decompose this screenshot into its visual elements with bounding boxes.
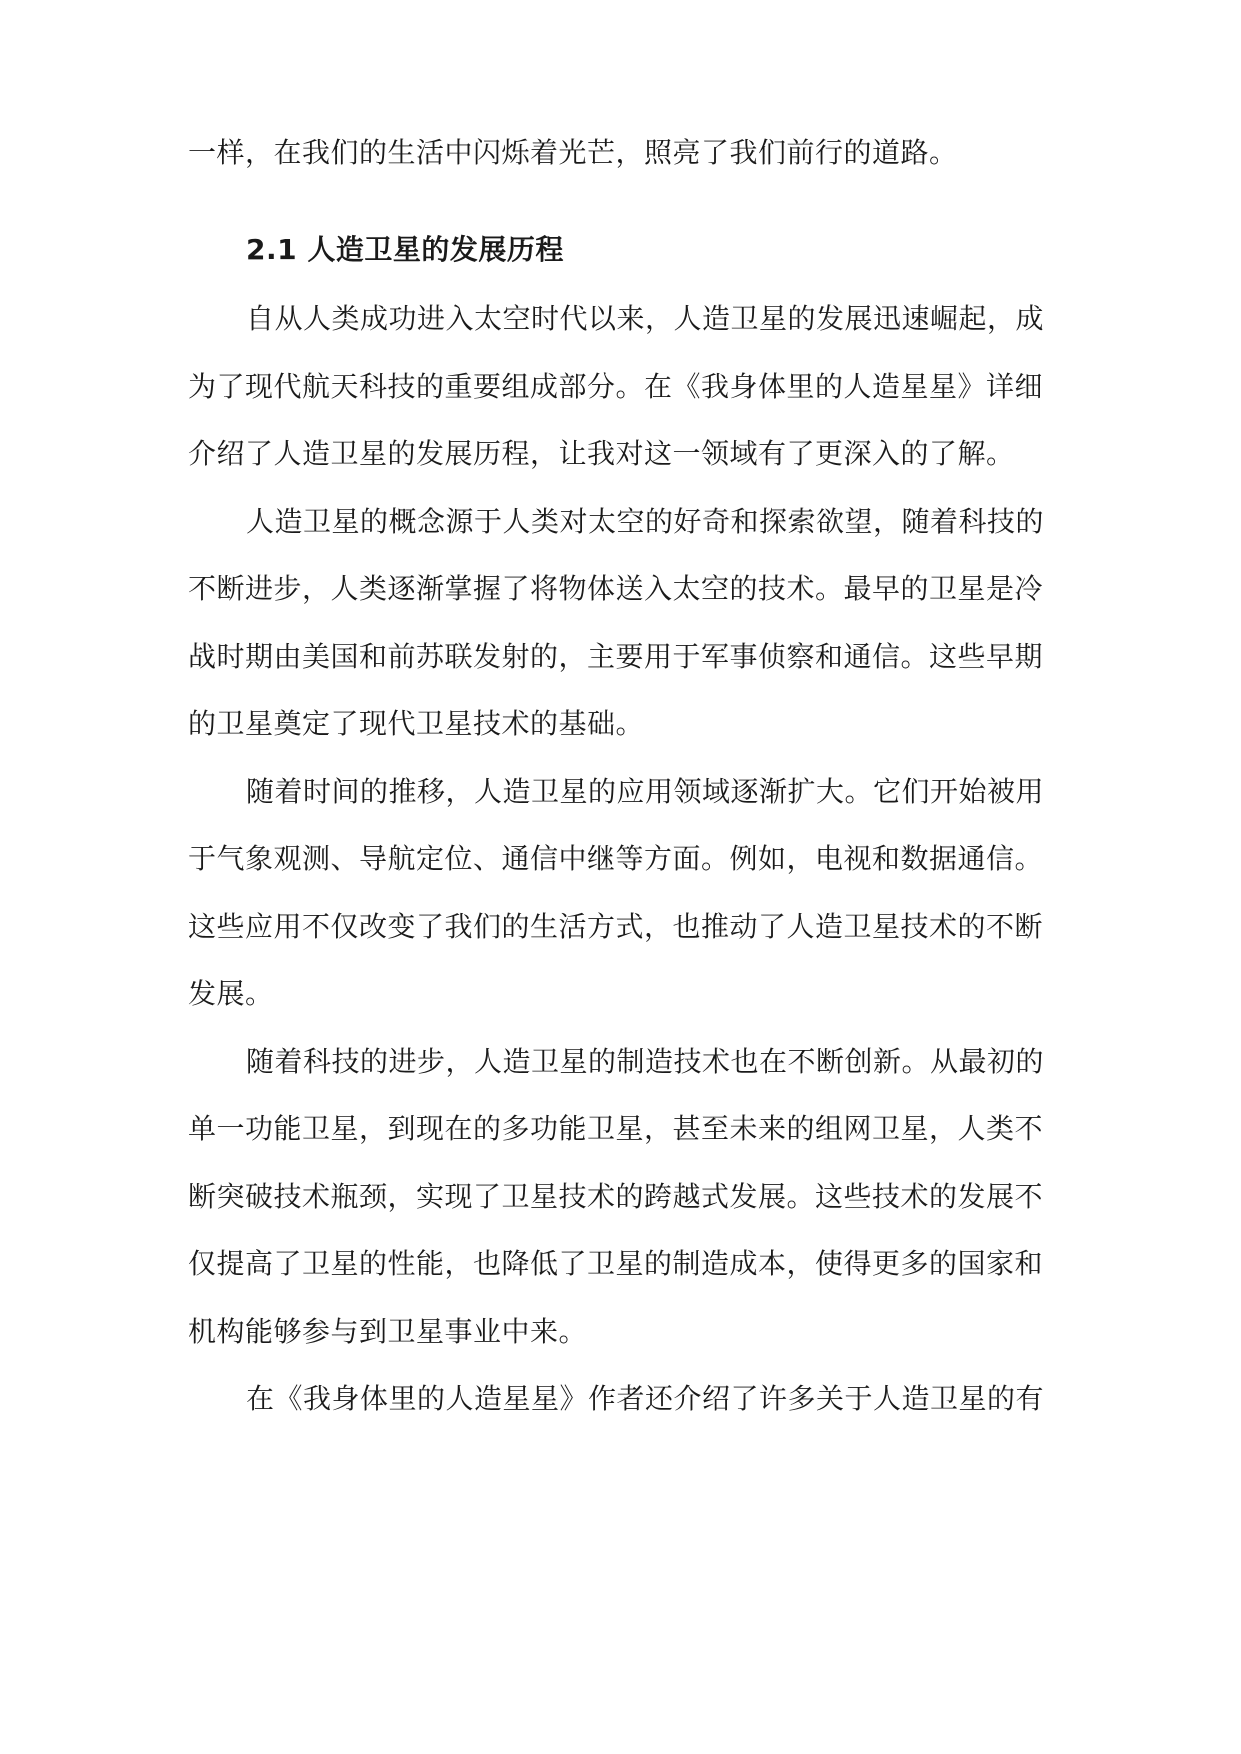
paragraph-line: 在《我身体里的人造星星》作者还介绍了许多关于人造卫星的有 — [246, 1382, 1045, 1415]
paragraph-line: 机构能够参与到卫星事业中来。 — [188, 1315, 588, 1348]
paragraph-line: 为了现代航天科技的重要组成部分。在《我身体里的人造星星》详细 — [188, 370, 1044, 403]
paragraph-line: 自从人类成功进入太空时代以来，人造卫星的发展迅速崛起，成 — [246, 302, 1045, 335]
paragraph-line: 随着科技的进步，人造卫星的制造技术也在不断创新。从最初的 — [246, 1045, 1045, 1078]
paragraph-line: 随着时间的推移，人造卫星的应用领域逐渐扩大。它们开始被用 — [246, 775, 1045, 808]
section-heading: 2.1 人造卫星的发展历程 — [246, 233, 564, 266]
paragraph-line: 仅提高了卫星的性能，也降低了卫星的制造成本，使得更多的国家和 — [188, 1247, 1044, 1280]
paragraph-line: 介绍了人造卫星的发展历程，让我对这一领域有了更深入的了解。 — [188, 437, 1015, 470]
paragraph-line: 战时期由美国和前苏联发射的，主要用于军事侦察和通信。这些早期 — [188, 640, 1044, 673]
paragraph-line: 这些应用不仅改变了我们的生活方式，也推动了人造卫星技术的不断 — [188, 910, 1044, 943]
paragraph-line: 一样，在我们的生活中闪烁着光芒，照亮了我们前行的道路。 — [188, 136, 958, 169]
paragraph-line: 的卫星奠定了现代卫星技术的基础。 — [188, 707, 645, 740]
paragraph-line: 单一功能卫星，到现在的多功能卫星，甚至未来的组网卫星，人类不 — [188, 1112, 1044, 1145]
paragraph-line: 发展。 — [188, 977, 274, 1010]
paragraph-line: 人造卫星的概念源于人类对太空的好奇和探索欲望，随着科技的 — [246, 505, 1045, 538]
paragraph-line: 于气象观测、导航定位、通信中继等方面。例如，电视和数据通信。 — [188, 842, 1044, 875]
paragraph-line: 断突破技术瓶颈，实现了卫星技术的跨越式发展。这些技术的发展不 — [188, 1180, 1044, 1213]
paragraph-line: 不断进步，人类逐渐掌握了将物体送入太空的技术。最早的卫星是冷 — [188, 572, 1044, 605]
